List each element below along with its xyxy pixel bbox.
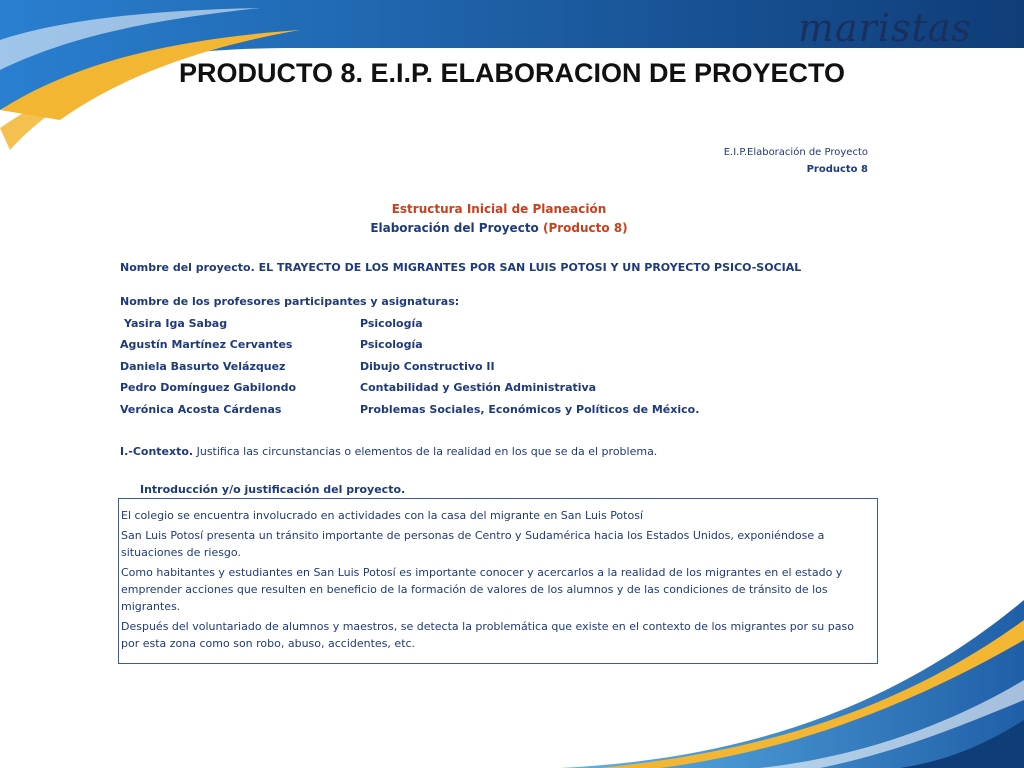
intro-paragraph: El colegio se encuentra involucrado en actividades con la casa del migrante en San Luis Potosí [121, 509, 643, 522]
professor-name: Yasira Iga Sabag [124, 317, 228, 330]
intro-label: Introducción y/o justificación del proyecto. [140, 483, 406, 496]
heading-elaboracion [118, 221, 880, 235]
header-line-2: Producto 8 [806, 164, 868, 175]
intro-box [118, 498, 878, 664]
professors-label: Nombre de los profesores participantes y asignaturas: [120, 295, 460, 308]
context-section [120, 445, 657, 458]
professor-subject: Contabilidad y Gestión Administrativa [360, 381, 597, 394]
professor-name: Verónica Acosta Cárdenas [120, 403, 282, 416]
professor-name: Agustín Martínez Cervantes [120, 338, 293, 351]
intro-paragraph: San Luis Potosí presenta un tránsito importante de personas de Centro y Sudamérica hacia los Estados Unidos, exponiéndose a situaciones de riesgo. [121, 529, 825, 559]
slide-title: PRODUCTO 8. E.I.P. ELABORACION DE PROYECTO [178, 58, 846, 88]
heading-product-tag: (Producto 8) [542, 221, 628, 235]
professor-subject: Dibujo Constructivo II [360, 360, 495, 373]
professor-subject: Problemas Sociales, Económicos y Políticos de México. [360, 403, 700, 416]
professor-name: Daniela Basurto Velázquez [120, 360, 286, 373]
intro-paragraph: Como habitantes y estudiantes en San Luis Potosí es importante conocer y acercarlos a la realidad de los migrantes en el estado y emprender acciones que resulten en beneficio de la formación de valores de los alumnos y de las condiciones de tránsito de los migrantes. [121, 566, 843, 613]
context-label: I.-Contexto. [120, 445, 194, 458]
heading-estructura: Estructura Inicial de Planeación [391, 202, 607, 216]
heading-elaboracion-text: Elaboración del Proyecto [370, 221, 539, 235]
intro-paragraph: Después del voluntariado de alumnos y maestros, se detecta la problemática que existe en el contexto de los migrantes por su paso por esta zona como son robo, abuso, accidentes, etc. [121, 620, 854, 650]
professor-subject: Psicología [360, 317, 423, 330]
maristas-logo: maristas [798, 6, 972, 50]
header-line-1: E.I.P.Elaboración de Proyecto [723, 147, 868, 158]
professor-name: Pedro Domínguez Gabilondo [120, 381, 297, 394]
context-text: Justifica las circunstancias o elementos de la realidad en los que se da el problema. [193, 445, 658, 458]
project-name: Nombre del proyecto. EL TRAYECTO DE LOS MIGRANTES POR SAN LUIS POTOSI Y UN PROYECTO PSICO-SOCIAL [120, 261, 802, 274]
professor-subject: Psicología [360, 338, 423, 351]
document-header [724, 144, 868, 178]
